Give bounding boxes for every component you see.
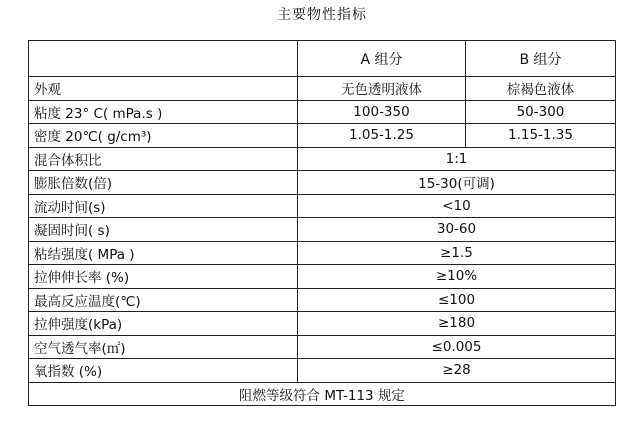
property-value-cell: 30-60 <box>298 218 616 242</box>
property-name-cell: 凝固时间( s) <box>29 218 298 242</box>
table-row <box>29 194 616 218</box>
property-name-cell: 最高反应温度(℃) <box>29 288 298 312</box>
property-value-cell: ≥10% <box>298 265 616 289</box>
header-component-b: B 组分 <box>466 41 616 77</box>
property-value-cell: 15-30(可调) <box>298 171 616 195</box>
property-value-cell: ≥28 <box>298 359 616 383</box>
table-row <box>29 100 616 124</box>
table-row <box>29 335 616 359</box>
property-name-cell: 粘度 23° C( mPa.s ) <box>29 100 298 124</box>
property-value-cell: <10 <box>298 194 616 218</box>
table-row <box>29 241 616 265</box>
property-name-cell: 拉伸强度(kPa) <box>29 312 298 336</box>
property-name-cell: 氧指数 (%) <box>29 359 298 383</box>
property-name-cell: 密度 20℃( g/cm³) <box>29 124 298 148</box>
table-row <box>29 288 616 312</box>
table-row <box>29 218 616 242</box>
property-name-cell: 粘结强度( MPa ) <box>29 241 298 265</box>
component-a-value-cell: 无色透明液体 <box>298 77 466 101</box>
table-header-row <box>29 41 616 77</box>
property-value-cell: ≥180 <box>298 312 616 336</box>
property-name-cell: 流动时间(s) <box>29 194 298 218</box>
table-row <box>29 77 616 101</box>
footer-note-cell: 阻燃等级符合 MT-113 规定 <box>29 382 616 406</box>
table-row <box>29 312 616 336</box>
table-row <box>29 265 616 289</box>
property-value-cell: ≥1.5 <box>298 241 616 265</box>
property-name-cell: 拉伸伸长率 (%) <box>29 265 298 289</box>
header-component-a: A 组分 <box>298 41 466 77</box>
property-name-cell: 混合体积比 <box>29 147 298 171</box>
table-footer-row <box>29 382 616 406</box>
component-a-value-cell: 1.05-1.25 <box>298 124 466 148</box>
property-name-cell: 空气透气率(㎡) <box>29 335 298 359</box>
property-value-cell: ≤0.005 <box>298 335 616 359</box>
component-b-value-cell: 1.15-1.35 <box>466 124 616 148</box>
property-value-cell: 1:1 <box>298 147 616 171</box>
property-name-cell: 膨胀倍数(倍) <box>29 171 298 195</box>
table-title: 主要物性指标 <box>277 7 367 23</box>
table-row <box>29 171 616 195</box>
property-name-cell: 外观 <box>29 77 298 101</box>
header-property-cell <box>29 41 298 77</box>
table-row <box>29 124 616 148</box>
component-a-value-cell: 100-350 <box>298 100 466 124</box>
properties-table <box>28 40 616 406</box>
component-b-value-cell: 50-300 <box>466 100 616 124</box>
table-row <box>29 359 616 383</box>
component-b-value-cell: 棕褐色液体 <box>466 77 616 101</box>
properties-table-body <box>29 41 616 406</box>
property-value-cell: ≤100 <box>298 288 616 312</box>
table-row <box>29 147 616 171</box>
